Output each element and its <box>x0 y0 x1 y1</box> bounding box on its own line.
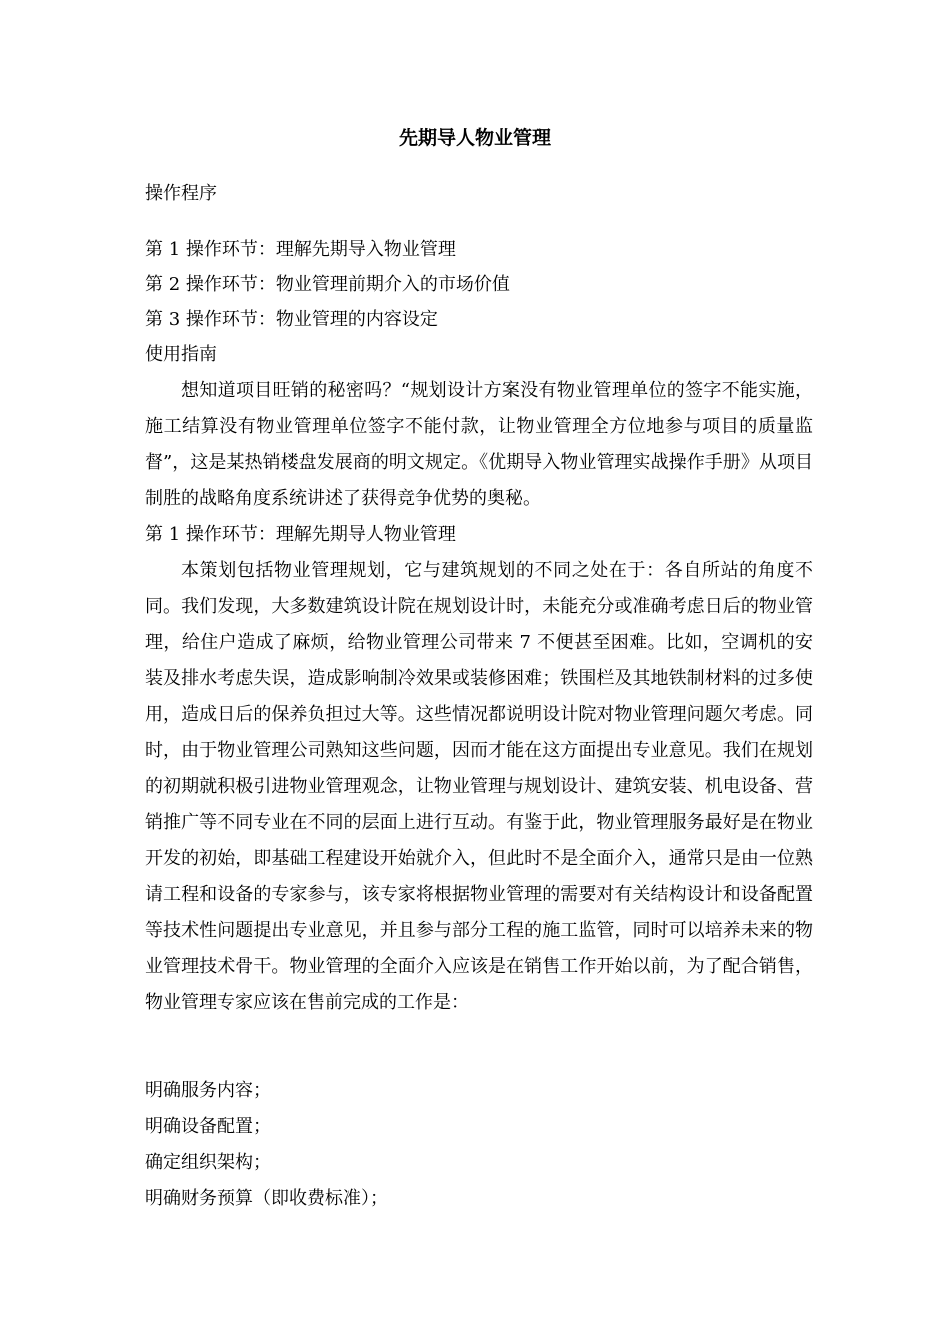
section1-heading: 第 1 操作环节：理解先期导人物业管理 <box>145 524 456 545</box>
task-item-2: 明确设备配置； <box>145 1116 271 1137</box>
procedure-heading: 操作程序 <box>145 183 217 204</box>
task-item-1: 明确服务内容； <box>145 1080 271 1101</box>
section1-paragraph: 本策划包括物业管理规划，它与建筑规划的不同之处在于：各自所站的角度不同。我们发现，大多数建筑设计院在规划设计时，未能充分或准确考虑日后的物业管理，给住户造成了麻烦，给物业管理公司带来 7 不便甚至困难。比如，空调机的安装及排水考虑失误，造成影响制冷效果或装修困难；铁围栏及其地铁制材料的过多使用，造成日后的保养负担过大等。这些情况都说明设计院对物业管理问题欠考虑。同时，由于物业管理公司熟知这些问题，因而才能在这方面提出专业意见。我们在规划的初期就积极引进物业管理观念，让物业管理与规划设计、建筑安装、机电设备、营销推广等不同专业在不同的层面上进行互动。有鉴于此，物业管理服务最好是在物业开发的初始，即基础工程建设开始就介入，但此时不是全面介入，通常只是由一位熟请工程和设备的专家参与，该专家将根据物业管理的需要对有关结构设计和设备配置等技术性问题提出专业意见，并且参与部分工程的施工监管，同时可以培养未来的物业管理技术骨干。物业管理的全面介入应该是在销售工作开始以前，为了配合销售，物业管理专家应该在售前完成的工作是： <box>145 560 813 1013</box>
task-item-3: 确定组织架构； <box>145 1152 271 1173</box>
guide-heading: 使用指南 <box>145 344 217 365</box>
step-item-3: 第 3 操作环节：物业管理的内容设定 <box>145 309 438 330</box>
task-item-4: 明确财务预算（即收费标准）； <box>145 1188 388 1209</box>
step-item-1: 第 1 操作环节：理解先期导入物业管理 <box>145 239 456 260</box>
step-item-2: 第 2 操作环节：物业管理前期介入的市场价值 <box>145 274 510 295</box>
document-title: 先期导人物业管理 <box>398 127 551 149</box>
guide-paragraph: 想知道项目旺销的秘密吗？“规划设计方案没有物业管理单位的签字不能实施，施工结算没有物业管理单位签字不能付款，让物业管理全方位地参与项目的质量监督”，这是某热销楼盘发展商的明文规定。《优期导入物业管理实战操作手册》从项目制胜的战略角度系统讲述了获得竞争优势的奥秘。 <box>145 380 813 509</box>
